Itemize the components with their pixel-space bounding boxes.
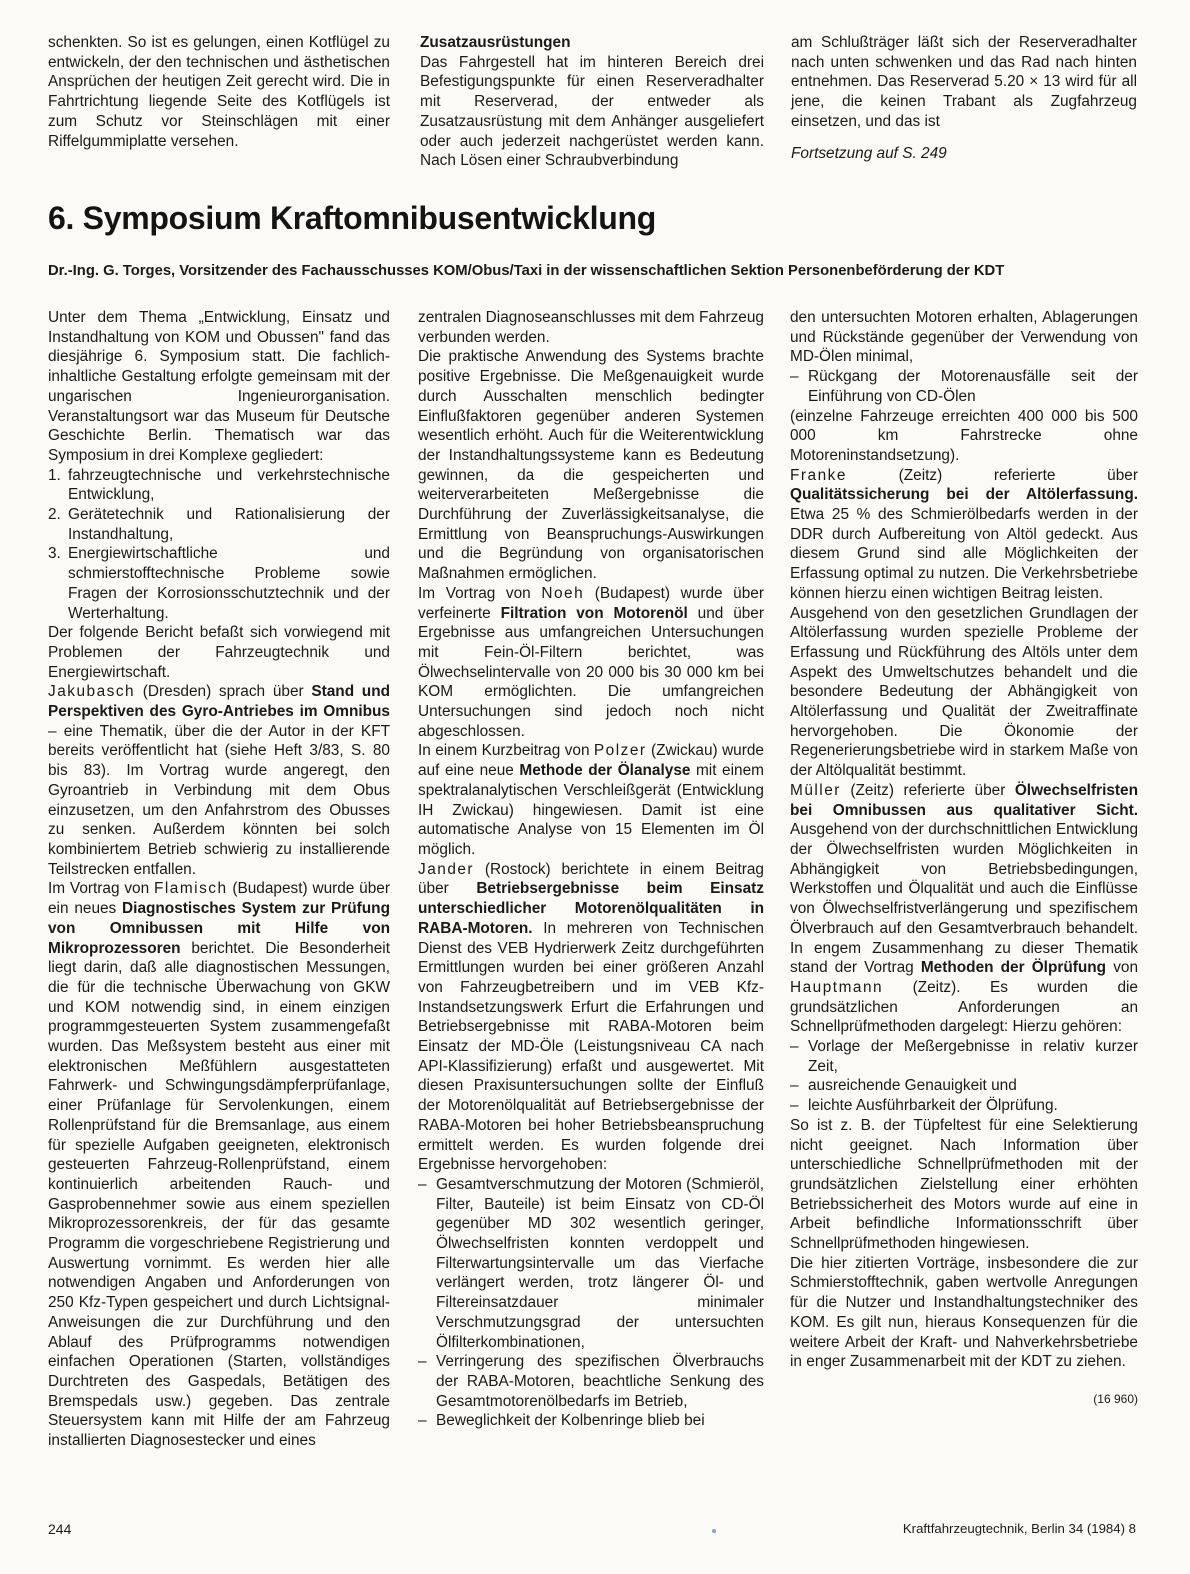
paragraph: Jakubasch (Dresden) sprach über Stand und Perspektiven des Gyro-Antriebes im Omnibus – eine Thematik, über die der Autor in der KFT bereits veröffentlicht hat (siehe Heft 3/83, S. 80 bis 83). Im Vortrag wurde angeregt, den Gyroantrieb in Verbindung mit dem Obus einzusetzen, um den Anfahrstrom des Obusses zu senken. Außerdem könnten bei solch kombiniertem Betrieb schwierig zu installierende Teilstrecken entfallen. [48,683,391,878]
journal-citation: Kraftfahrzeugtechnik, Berlin 34 (1984) 8 [902,1521,1136,1536]
top-column-1 [48,33,390,151]
dash-item: – Beweglichkeit der Kolbenringe blieb bei [418,1412,705,1430]
top-column-3 [791,33,1137,163]
dash-item: – leichte Ausführbarkeit der Ölprüfung. [790,1097,1058,1115]
dash-item: – Vorlage der Meßergebnisse in relativ kurzer Zeit, [790,1038,1138,1075]
paragraph: zentralen Diagnoseanschlusses mit dem Fahrzeug verbunden werden. [418,309,764,346]
zusatz-heading: Zusatzausrüstungen [420,34,571,51]
dash-item: – Verringerung des spezifischen Ölverbrauchs der RABA-Motoren, beachtliche Senkung des Gesamtmotorenölbedarfs im Betrieb, [418,1353,764,1410]
paragraph: Ausgehend von den gesetzlichen Grundlagen der Altölerfassung wurden spezielle Probleme der Erfassung und Rückführung des Altöls unter dem Aspekt des Umweltschutzes behandelt und die besondere Bedeutung der Abhängigkeit von Altölerfassung und Qualität der Zweitraffinate hervorgehoben. Die Ökonomie der Regenerierungsbetriebe wird in starkem Maße von der Altölqualität bestimmt. [790,604,1138,780]
paragraph: Franke (Zeitz) referierte über Qualitätssicherung bei der Altölerfassung. Etwa 25 % des Schmierölbedarfs werden in der DDR durch Aufbereitung von Altöl gedeckt. Aus diesem Grund sind alle Möglichkeiten der Erfassung optimal zu nutzen. Die Verkehrsbetriebe können hierzu einen wichtigen Beitrag leisten. [790,466,1138,602]
paragraph: Die praktische Anwendung des Systems brachte positive Ergebnisse. Die Meßgenauigkeit wurde durch Ausschalten menschlich bedingter Einflußfaktoren gegenüber anderen Systemen wesentlich erhöht. Auch für die Weiterentwicklung der Instandhaltungssysteme kann es Bedeutung gewinnen, da die gespeicherten und weiterverarbeiteten Meßergebnisse die Durchführung der Zuverlässigkeitsanalyse, die Ermittlung von Beanspruchungs-Auswirkungen und die Begründung von organisatorischen Maßnahmen ermöglichen. [418,348,764,583]
dash-item: – Rückgang der Motorenausfälle seit der Einführung von CD-Ölen [790,368,1138,405]
complex-list [48,466,390,624]
continued-note: Fortsetzung auf S. 249 [791,144,947,162]
ink-dot [712,1529,716,1533]
top-column-2 [420,33,764,171]
reference-number: (16 960) [1093,1391,1138,1406]
article-column-2 [418,308,764,1431]
article-title: 6. Symposium Kraftomnibusentwicklung [48,200,656,236]
page-number: 244 [48,1521,72,1537]
intro-paragraph: Unter dem Thema „Entwicklung, Einsatz und Instandhaltung von KOM und Obussen" fand das diesjährige 6. Symposium statt. Die fachlich-inhaltliche Gestaltung erfolgte gemeinsam mit der ungarischen Ingenieurorganisation. Veranstaltungsort war das Museum für Deutsche Geschichte Berlin. Thematisch war das Symposium in drei Komplexe gegliedert: [48,309,390,464]
list-item: 2. Gerätetechnik und Rationalisierung der Instandhaltung, [48,506,390,543]
top-col2-text: Das Fahrgestell hat im hinteren Bereich drei Befestigungspunkte für einen Reserveradhalter mit Reserverad, der entweder als Zusatzausrüstung mit dem Anhänger ausgeliefert oder auch jederzeit nachgerüstet werden kann. Nach Lösen einer Schraubverbindung [420,53,764,170]
paragraph: So ist z. B. der Tüpfeltest für eine Selektierung nicht geeignet. Nach Information über unterschiedliche Schnellprüfmethoden mit der grundsätzlichen Zielstellung einer erhöhten Betriebssicherheit des Motors wurde auf eine in Arbeit befindliche Informationsschrift über Schnellprüfmethoden hingewiesen. [790,1116,1138,1253]
paragraph: Jander (Rostock) berichtete in einem Beitrag über Betriebsergebnisse beim Einsatz unterschiedlicher Motorenölqualitäten in RABA-Motoren. In mehreren von Technischen Dienst des VEB Hydrierwerk Zeitz durchgeführten Ermittlungen wurden bei einer größeren Anzahl von Fahrzeugbetreibern und im VEB Kfz-Instandsetzungswerk Erfurt die Erfahrungen und Betriebsergebnisse mit RABA-Motoren beim Einsatz der MD-Öle (Leistungsniveau CA nach API-Klassifizierung) erfaßt und ausgewertet. Mit diesen Praxisuntersuchungen sollte der Einfluß der Motorenölqualität auf Betriebsergebnisse der RABA-Motoren bei hoher Betriebsbeanspruchung ermittelt werden. Es wurden folgende drei Ergebnisse hervorgehoben: [418,860,764,1174]
paragraph: In einem Kurzbeitrag von Polzer (Zwickau) wurde auf eine neue Methode der Ölanalyse mit einem spektralanalytischen Verschleißgerät (Entwicklung IH Zwickau) hingewiesen. Damit ist eine automatische Analyse von 15 Elementen im Öl möglich. [418,742,764,858]
dash-item: – Gesamtverschmutzung der Motoren (Schmieröl, Filter, Bauteile) ist beim Einsatz von CD-Öl gegenüber MD 302 wesentlich geringer, Ölwechselfristen konnten verdoppelt und Filterwartungsintervalle um das Vierfache verlängert werden, trotz längerer Öl- und Filtereinsatzdauer minimaler Verschmutzungsgrad der untersuchten Ölfilterkombinationen, [418,1175,764,1351]
paragraph: (einzelne Fahrzeuge erreichten 400 000 bis 500 000 km Fahrstrecke ohne Motoreninstandsetzung). [790,407,1138,464]
list-item: 1. fahrzeugtechnische und verkehrstechnische Entwicklung, [48,466,390,504]
paragraph: Im Vortrag von Noeh (Budapest) wurde über verfeinerte Filtration von Motorenöl und über Ergebnisse aus umfangreichen Untersuchungen mit Fein-Öl-Filtern berichtet, was Ölwechselintervalle von 20 000 bis 30 000 km bei KOM ermöglichten. Die umfangreichen Untersuchungen sind jedoch noch nicht abgeschlossen. [418,584,764,740]
dash-item: – ausreichende Genauigkeit und [790,1077,1017,1095]
top-col3-text: am Schlußträger läßt sich der Reserveradhalter nach unten schwenken und das Rad nach hinten entnehmen. Das Reserverad 5.20 × 13 wird für all jene, die keinen Trabant als Zugfahrzeug einsetzen, und das ist [791,34,1137,130]
paragraph: Der folgende Bericht befaßt sich vorwiegend mit Problemen der Fahrzeugtechnik und Energiewirtschaft. [48,624,390,681]
article-column-3 [790,308,1138,1410]
paragraph: Im Vortrag von Flamisch (Budapest) wurde über ein neues Diagnostisches System zur Prüfung von Omnibussen mit Hilfe von Mikroprozessoren berichtet. Die Besonderheit liegt darin, daß alle diagnostischen Messungen, die für die technische Überwachung von GKW und KOM notwendig sind, in einem einzigen programmgesteuerten System zusammengefaßt wurden. Das Meßsystem besteht aus einer mit elektronischen Meßfühlern ausgestatteten Fahrwerk- und Schwingungsdämpferprüfanlage, einer Prüfanlage für Servolenkungen, einem Rollenprüfstand für die Bremsanlage, aus einem für spezielle Aufgaben geeigneten, elektronisch gesteuerten Fahrzeug-Rollenprüfstand, einem kontinuierlich arbeitenden Rauch- und Gasprobennehmer sowie aus einem speziellen Mikroprozessorenkreis, der für das gesamte Programm die vorgeschriebene Registrierung und Auswertung vornimmt. Es werden hier alle notwendigen Angaben und Anforderungen von 250 Kfz-Typen gespeichert und durch Lichtsignal-Anweisungen die zur Durchführung und den Ablauf des Prüfprogramms notwendigen einfachen Operationen (Starten, vollständiges Durchtreten des Gaspedals, Betätigen des Bremspedals usw.) gegeben. Das zentrale Steuersystem kann mit Hilfe der am Fahrzeug installierten Diagnosestecker und eines [48,880,390,1450]
list-item: 3. Energiewirtschaftliche und schmierstofftechnische Probleme sowie Fragen der Korrosionsschutztechnik und der Werterhaltung. [48,545,390,622]
article-byline: Dr.-Ing. G. Torges, Vorsitzender des Fachausschusses KOM/Obus/Taxi in der wissenschaftlichen Sektion Personenbeförderung der KDT [48,263,1005,279]
paragraph: Müller (Zeitz) referierte über Ölwechselfristen bei Omnibussen aus qualitativer Sicht. Ausgehend von der durchschnittlichen Entwicklung der Ölwechselfristen wurden Möglichkeiten in Abhängigkeit von Betriebsbedingungen, Werkstoffen und Ölqualität und auch die Einflüsse von Ölwechselfristverlängerung und spezifischem Ölverbrauch auf den Gesamtverbrauch behandelt. In engem Zusammenhang zu dieser Thematik stand der Vortrag Methoden der Ölprüfung von Hauptmann (Zeitz). Es wurden die grundsätzlichen Anforderungen an Schnellprüfmethoden dargelegt: Hierzu gehören: [790,781,1139,1036]
top-col1-text: schenkten. So ist es gelungen, einen Kotflügel zu entwickeln, der den technischen und ästhetischen Ansprüchen der heutigen Zeit gerecht wird. Die in Fahrtrichtung liegende Seite des Kotflügels ist zum Schutz vor Steinschlägen mit einer Riffelgummiplatte versehen. [48,34,390,150]
paragraph: den untersuchten Motoren erhalten, Ablagerungen und Rückstände gegenüber der Verwendung von MD-Ölen minimal, [790,309,1138,366]
article-column-1 [48,308,390,1451]
paragraph: Die hier zitierten Vorträge, insbesondere die zur Schmierstofftechnik, gaben wertvolle Anregungen für die Nutzer und Instandhaltungstechniker des KOM. Es gilt nun, hieraus Konsequenzen für die weitere Arbeit der Kraft- und Nahverkehrsbetriebe in enger Zusammenarbeit mit der KDT zu ziehen. [790,1254,1138,1371]
